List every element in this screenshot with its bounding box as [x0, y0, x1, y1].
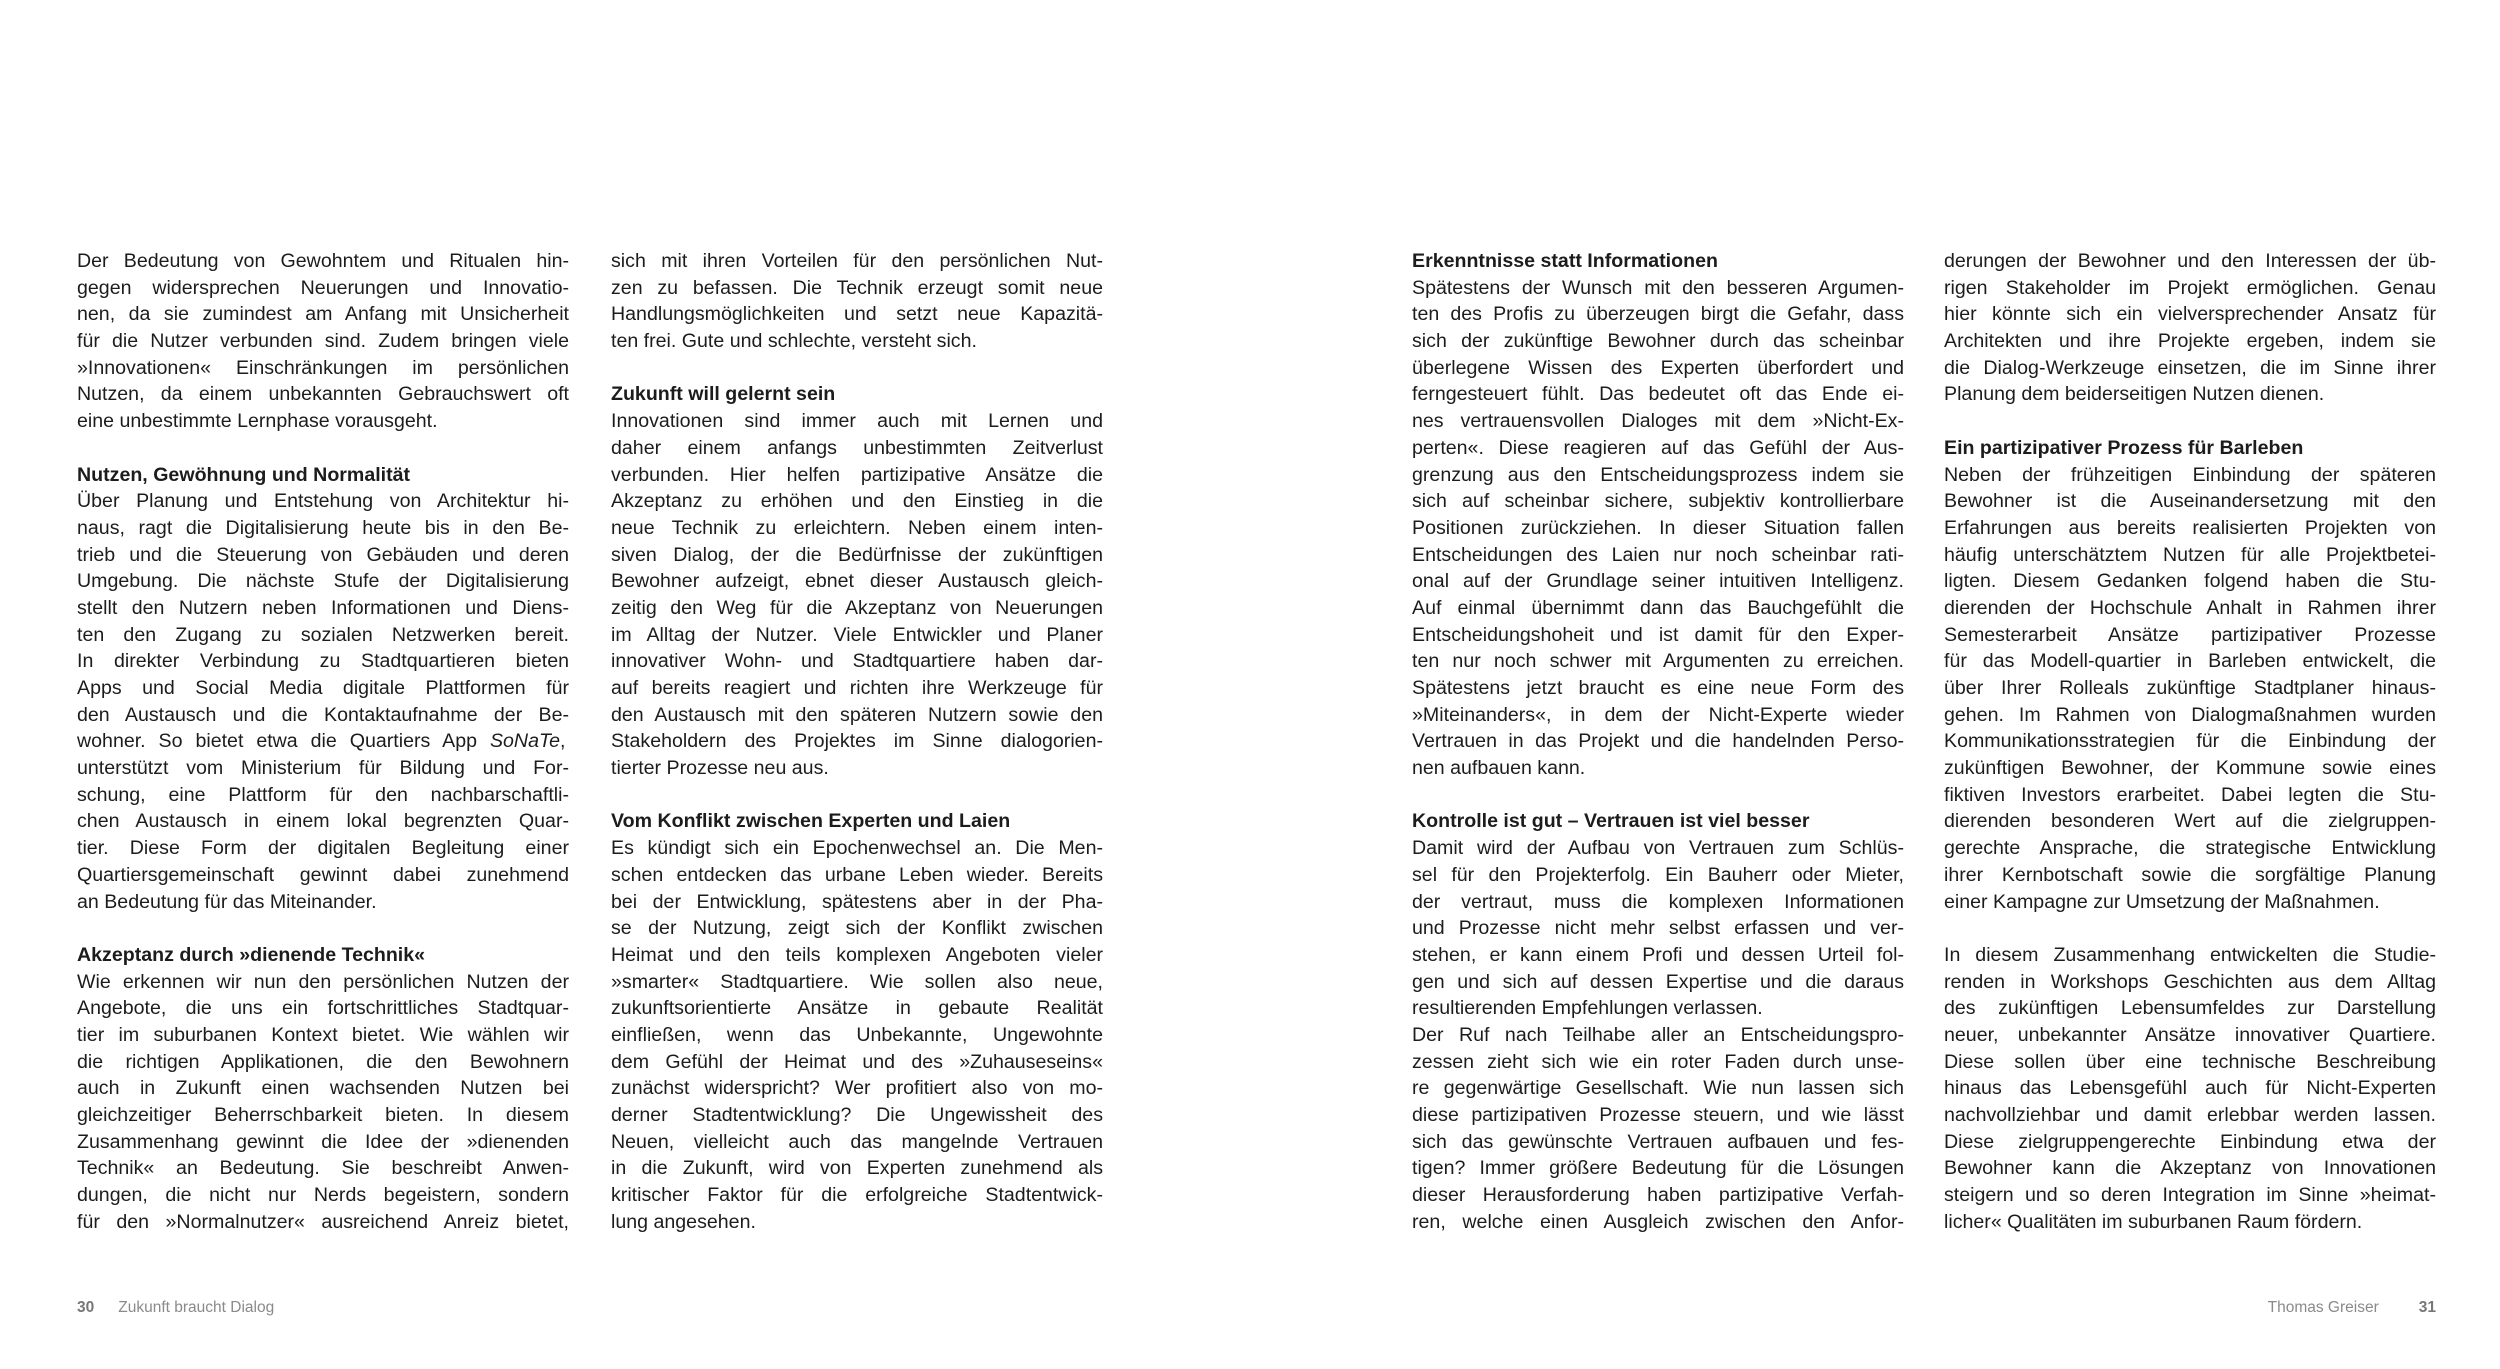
- section-heading: Vom Konflikt zwischen Experten und Laien: [611, 810, 1011, 833]
- body-text-line: über Ihrer Rolleals zukünftige Stadtplaner hinaus-: [1944, 677, 2436, 699]
- paragraph-gap: [611, 355, 1103, 382]
- section-heading: Ein partizipativer Prozess für Barleben: [1944, 436, 2304, 459]
- body-text-line: Der Bedeutung von Gewohntem und Ritualen hin-: [77, 250, 569, 272]
- body-text-line: Entscheidungshoheit und ist damit für den Exper-: [1412, 623, 1904, 646]
- body-text-line: Handlungsmöglichkeiten und setzt neue Kapazitä-: [611, 303, 1103, 326]
- body-text-line: bei der Entwicklung, spätestens aber in der Pha-: [611, 890, 1103, 913]
- body-text-line: Umgebung. Die nächste Stufe der Digitalisierung: [77, 570, 569, 593]
- body-text-line: In direkter Verbindung zu Stadtquartieren bieten: [77, 650, 569, 673]
- body-text-line: auf bereits reagiert und richten ihre Werkzeuge für: [611, 677, 1103, 699]
- footer-right: [2268, 1297, 2436, 1319]
- body-text-line: re gegenwärtige Gesellschaft. Wie nun lassen sich: [1412, 1077, 1904, 1100]
- body-text-line: im Alltag der Nutzer. Viele Entwickler und Planer: [611, 623, 1103, 646]
- body-text-line: ren, welche einen Ausgleich zwischen den Anfor-: [1412, 1210, 1904, 1233]
- body-text-line: zukünftigen Bewohner, der Kommune sowie eines: [1944, 757, 2436, 780]
- body-text-line: perten«. Diese reagieren auf das Gefühl der Aus-: [1412, 436, 1904, 459]
- text-span: ,: [560, 730, 566, 753]
- body-text-line: sel für den Projekterfolg. Ein Bauherr oder Mieter,: [1412, 863, 1904, 886]
- body-text-line: die Dialog-Werkzeuge einsetzen, die im Sinne ihrer: [1944, 356, 2436, 379]
- text-column-2: [611, 248, 1103, 1235]
- author-name: Thomas Greiser: [2267, 1299, 2379, 1316]
- body-text-line: sich auf scheinbar sichere, subjektiv kontrollierbare: [1412, 490, 1904, 513]
- body-text-line: und Prozesse nicht mehr selbst erfassen und ver-: [1412, 917, 1904, 940]
- body-text-line: Bewohner ist die Auseinandersetzung mit den: [1944, 490, 2436, 513]
- body-text-line: hier könnte sich ein vielversprechender Ansatz für: [1944, 303, 2436, 326]
- body-text-line: Akzeptanz zu erhöhen und den Einstieg in die: [611, 490, 1103, 513]
- body-text-line: zessen zieht sich wie ein roter Faden durch unse-: [1412, 1050, 1904, 1073]
- body-text-line: Zusammenhang gewinnt die Idee der »dienenden: [77, 1130, 569, 1153]
- text-span: wohner. So bietet etwa die Quartiers App: [77, 730, 490, 753]
- body-text-line: siven Dialog, der die Bedürfnisse der zukünftigen: [611, 543, 1103, 566]
- page-number-right: 31: [2418, 1299, 2436, 1316]
- paragraph-gap: [611, 782, 1103, 809]
- section-heading: Erkenntnisse statt Informationen: [1412, 250, 1718, 272]
- body-text-line: gen und sich auf dessen Expertise und die daraus: [1412, 970, 1904, 993]
- body-text-line: kritischer Faktor für die erfolgreiche Stadtentwick-: [611, 1184, 1103, 1207]
- body-text-line: Planung dem beiderseitigen Nutzen dienen.: [1944, 383, 2325, 406]
- body-text-line: Semesterarbeit Ansätze partizipativer Prozesse: [1944, 623, 2436, 646]
- body-text-line: Bewohner kann die Akzeptanz von Innovationen: [1944, 1157, 2436, 1180]
- body-text-line: renden in Workshops Geschichten aus dem Alltag: [1944, 970, 2436, 993]
- body-text-line: einer Kampagne zur Umsetzung der Maßnahmen.: [1944, 890, 2380, 913]
- body-text-line: zeitig den Weg für die Akzeptanz von Neuerungen: [611, 596, 1103, 619]
- footer-left: [77, 1297, 274, 1319]
- body-text-line: dierenden besonderen Wert auf die zielgruppen-: [1944, 810, 2436, 833]
- text-column-4: [1944, 248, 2436, 1235]
- body-text-line: tigen? Immer größere Bedeutung für die Lösungen: [1412, 1157, 1904, 1180]
- body-text-line: derungen der Bewohner und den Interessen der üb-: [1944, 250, 2436, 272]
- body-text-line: tier. Diese Form der digitalen Begleitung einer: [77, 837, 569, 860]
- body-text-line: Entscheidungen des Laien nur noch scheinbar rati-: [1412, 543, 1904, 566]
- body-text-line: sich mit ihren Vorteilen für den persönlichen Nut-: [611, 250, 1103, 272]
- paragraph-gap: [77, 915, 569, 942]
- body-text-line: stehen, er kann einem Profi und dessen Urteil fol-: [1412, 943, 1904, 966]
- body-text-line: Diese sollen über eine technische Beschreibung: [1944, 1050, 2436, 1073]
- body-text-line: zukunftsorientierte Ansätze in gebaute Realität: [611, 997, 1103, 1020]
- body-text-line: In diesem Zusammenhang entwickelten die Studie-: [1944, 943, 2436, 966]
- body-text-line: innovativer Wohn- und Stadtquartiere haben dar-: [611, 650, 1103, 673]
- body-text-line: licher« Qualitäten im suburbanen Raum fördern.: [1944, 1210, 2363, 1233]
- text-column-3: [1412, 248, 1904, 1235]
- body-text-line: onal auf der Grundlage seiner intuitiven Intelligenz.: [1412, 570, 1904, 593]
- body-text-line: ferngesteuert fühlt. Das bedeutet oft das Ende ei-: [1412, 383, 1904, 406]
- body-text-line: Spätestens jetzt braucht es eine neue Form des: [1412, 677, 1904, 699]
- body-text-line: den Austausch und die Kontaktaufnahme der Be-: [77, 703, 569, 726]
- body-text-line: Der Ruf nach Teilhabe aller an Entscheidungspro-: [1412, 1023, 1904, 1046]
- body-text-line: häufig unterschätztem Nutzen für alle Projektbetei-: [1944, 543, 2436, 566]
- running-title: Zukunft braucht Dialog: [118, 1299, 275, 1316]
- body-text-line: grenzung aus den Entscheidungsprozess indem sie: [1412, 463, 1904, 486]
- body-text-line: rigen Stakeholder im Projekt ermöglichen. Genau: [1944, 276, 2436, 299]
- body-text-line: Bewohner aufzeigt, ebnet dieser Austausch gleich-: [611, 570, 1103, 593]
- body-text-line: ten nur noch schwer mit Argumenten zu erreichen.: [1412, 650, 1904, 673]
- body-text-line: tierter Prozesse neu aus.: [611, 757, 829, 780]
- body-text-line: eine unbestimmte Lernphase vorausgeht.: [77, 410, 438, 433]
- body-text-line: zunächst widerspricht? Wer profitiert also von mo-: [611, 1077, 1103, 1100]
- body-text-line: an Bedeutung für das Miteinander.: [77, 890, 377, 913]
- text-column-1: [77, 248, 569, 1235]
- body-text-line: gleichzeitiger Beherrschbarkeit bieten. In diesem: [77, 1104, 569, 1126]
- body-text-line: der vertraut, muss die komplexen Informationen: [1412, 890, 1904, 913]
- body-text-line: ten frei. Gute und schlechte, versteht sich.: [611, 330, 977, 353]
- body-text-line: tier im suburbanen Kontext bietet. Wie wählen wir: [77, 1023, 569, 1046]
- body-text-line: »Innovationen« Einschränkungen im persönlichen: [77, 356, 569, 379]
- body-text-line: einfließen, wenn das Unbekannte, Ungewohnte: [611, 1023, 1103, 1046]
- body-text-line: »Miteinanders«, in dem der Nicht-Experte wieder: [1412, 703, 1904, 726]
- section-heading: Kontrolle ist gut – Vertrauen ist viel besser: [1412, 810, 1810, 833]
- body-text-line: daher einem anfangs unbestimmten Zeitverlust: [611, 436, 1103, 459]
- paragraph-gap: [1944, 915, 2436, 942]
- body-text-line: nen aufbauen kann.: [1412, 757, 1586, 780]
- body-text-line: nes vertrauensvollen Dialoges mit dem »Nicht-Ex-: [1412, 410, 1904, 433]
- body-text-line: des zukünftigen Lebensumfeldes zur Darstellung: [1944, 997, 2436, 1020]
- body-text-line: für den »Normalnutzer« ausreichend Anreiz bietet,: [77, 1210, 569, 1233]
- body-text-line: fiktiven Investors erarbeitet. Dabei legten die Stu-: [1944, 783, 2436, 806]
- body-text-line: die richtigen Applikationen, die den Bewohnern: [77, 1050, 569, 1073]
- body-text-line: Diese zielgruppengerechte Einbindung etwa der: [1944, 1130, 2436, 1153]
- paragraph-gap: [77, 435, 569, 462]
- body-text-line: hinaus das Lebensgefühl auch für Nicht-Experten: [1944, 1077, 2436, 1100]
- body-text-line: ten des Profis zu überzeugen birgt die Gefahr, dass: [1412, 303, 1904, 326]
- body-text-line: unterstützt vom Ministerium für Bildung und For-: [77, 757, 569, 780]
- body-text-line: dierenden der Hochschule Anhalt in Rahmen ihrer: [1944, 596, 2436, 619]
- body-text-line: naus, ragt die Digitalisierung heute bis in den Be-: [77, 516, 569, 539]
- body-text-line: derner Stadtentwicklung? Die Ungewissheit des: [611, 1104, 1103, 1126]
- section-heading: Akzeptanz durch »dienende Technik«: [77, 943, 426, 966]
- body-text-line: Auf einmal übernimmt dann das Bauchgefühlt die: [1412, 596, 1904, 619]
- body-text-line: auch in Zukunft einen wachsenden Nutzen bei: [77, 1077, 569, 1100]
- body-text-line: Damit wird der Aufbau von Vertrauen zum Schlüs-: [1412, 837, 1904, 860]
- page-number-left: 30: [77, 1299, 95, 1316]
- body-text-line: Innovationen sind immer auch mit Lernen und: [611, 410, 1103, 433]
- body-text-line: in die Zukunft, wird von Experten zunehmend als: [611, 1157, 1103, 1180]
- body-text-line: Über Planung und Entstehung von Architektur hi-: [77, 490, 569, 513]
- body-text-line: stellt den Nutzern neben Informationen und Diens-: [77, 596, 569, 619]
- body-text-line: Positionen zurückziehen. In dieser Situation fallen: [1412, 516, 1904, 539]
- body-text-line: Nutzen, da einem unbekannten Gebrauchswert oft: [77, 383, 569, 406]
- body-text-line: neuer, unbekannter Ansätze innovativer Quartiere.: [1944, 1023, 2436, 1046]
- body-text-line: nen, da sie zumindest am Anfang mit Unsicherheit: [77, 303, 569, 326]
- body-text-line: neue Technik zu erleichtern. Neben einem inten-: [611, 516, 1103, 539]
- body-text-line: für die Nutzer verbunden sind. Zudem bringen viele: [77, 330, 569, 353]
- body-text-line: Stakeholdern des Projektes im Sinne dialogorien-: [611, 730, 1103, 753]
- body-text-line: sich das gewünschte Vertrauen aufbauen und fes-: [1412, 1130, 1904, 1153]
- body-text-line: dieser Herausforderung haben partizipative Verfah-: [1412, 1184, 1904, 1207]
- italic-app-name: SoNaTe: [489, 730, 561, 753]
- body-text-line: nachvollziehbar und damit erlebbar werden lassen.: [1944, 1104, 2436, 1126]
- body-text-line: den Austausch mit den späteren Nutzern sowie den: [611, 703, 1103, 726]
- body-text-line: Neuen, vielleicht auch das mangelnde Vertrauen: [611, 1130, 1103, 1153]
- body-text-line: Heimat und den teils komplexen Angeboten vieler: [611, 943, 1103, 966]
- body-text-line: resultierenden Empfehlungen verlassen.: [1412, 997, 1763, 1020]
- body-text-line: überlegene Wissen des Experten überfordert und: [1412, 356, 1904, 379]
- body-text-line: schung, eine Plattform für den nachbarschaftli-: [77, 783, 569, 806]
- body-text-line: chen Austausch in einem lokal begrenzten Quar-: [77, 810, 569, 833]
- paragraph-gap: [1944, 408, 2436, 435]
- section-heading: Zukunft will gelernt sein: [611, 383, 836, 406]
- body-text-line: für das Modell-quartier in Barleben entwickelt, die: [1944, 650, 2436, 673]
- paragraph-gap: [1412, 782, 1904, 809]
- body-text-line: gerechte Ansprache, die strategische Entwicklung: [1944, 837, 2436, 860]
- body-text-line: Angebote, die uns ein fortschrittliches Stadtquar-: [77, 997, 569, 1020]
- body-text-line: se der Nutzung, zeigt sich der Konflikt zwischen: [611, 917, 1103, 940]
- body-text-line: Quartiersgemeinschaft gewinnt dabei zunehmend: [77, 863, 569, 886]
- body-text-line: Wie erkennen wir nun den persönlichen Nutzen der: [77, 970, 569, 993]
- body-text-line: lung angesehen.: [611, 1210, 756, 1233]
- body-text-line: verbunden. Hier helfen partizipative Ansätze die: [611, 463, 1103, 486]
- body-text-line: Architekten und ihre Projekte ergeben, indem sie: [1944, 330, 2436, 353]
- body-text-line: Vertrauen in das Projekt und die handelnden Perso-: [1412, 730, 1904, 753]
- body-text-line: »smarter« Stadtquartiere. Wie sollen also neue,: [611, 970, 1103, 993]
- body-text-line: zen zu befassen. Die Technik erzeugt somit neue: [611, 276, 1103, 299]
- body-text-line: Kommunikationsstrategien für die Einbindung der: [1944, 730, 2436, 753]
- body-text-line: Technik« an Bedeutung. Sie beschreibt Anwen-: [77, 1157, 569, 1180]
- body-text-line: dem Gefühl der Heimat und des »Zuhauseseins«: [611, 1050, 1103, 1073]
- body-text-line: Spätestens der Wunsch mit den besseren Argumen-: [1412, 276, 1904, 299]
- section-heading: Nutzen, Gewöhnung und Normalität: [77, 463, 411, 486]
- body-text-line: diese partizipativen Prozesse steuern, und wie lässt: [1412, 1104, 1904, 1126]
- body-text-line: ligten. Diesem Gedanken folgend haben die Stu-: [1944, 570, 2436, 593]
- body-text-line: [77, 728, 569, 755]
- body-text-line: ihrer Kernbotschaft sowie die sorgfältige Planung: [1944, 863, 2436, 886]
- body-text-line: gegen widersprechen Neuerungen und Innovatio-: [77, 276, 569, 299]
- body-text-line: Es kündigt sich ein Epochenwechsel an. Die Men-: [611, 837, 1103, 860]
- body-text-line: dungen, die nicht nur Nerds begeistern, sondern: [77, 1184, 569, 1207]
- body-text-line: Erfahrungen aus bereits realisierten Projekten von: [1944, 516, 2436, 539]
- body-text-line: sich der zukünftige Bewohner durch das scheinbar: [1412, 330, 1904, 353]
- body-text-line: Neben der frühzeitigen Einbindung der späteren: [1944, 463, 2436, 486]
- body-text-line: schen entdecken das urbane Leben wieder. Bereits: [611, 863, 1103, 886]
- body-text-line: trieb und die Steuerung von Gebäuden und deren: [77, 543, 569, 566]
- body-text-line: Apps und Social Media digitale Plattformen für: [77, 677, 569, 699]
- body-text-line: steigern und so deren Integration im Sinne »heimat-: [1944, 1184, 2436, 1207]
- body-text-line: gehen. Im Rahmen von Dialogmaßnahmen wurden: [1944, 703, 2436, 726]
- body-text-line: ten den Zugang zu sozialen Netzwerken bereit.: [77, 623, 569, 646]
